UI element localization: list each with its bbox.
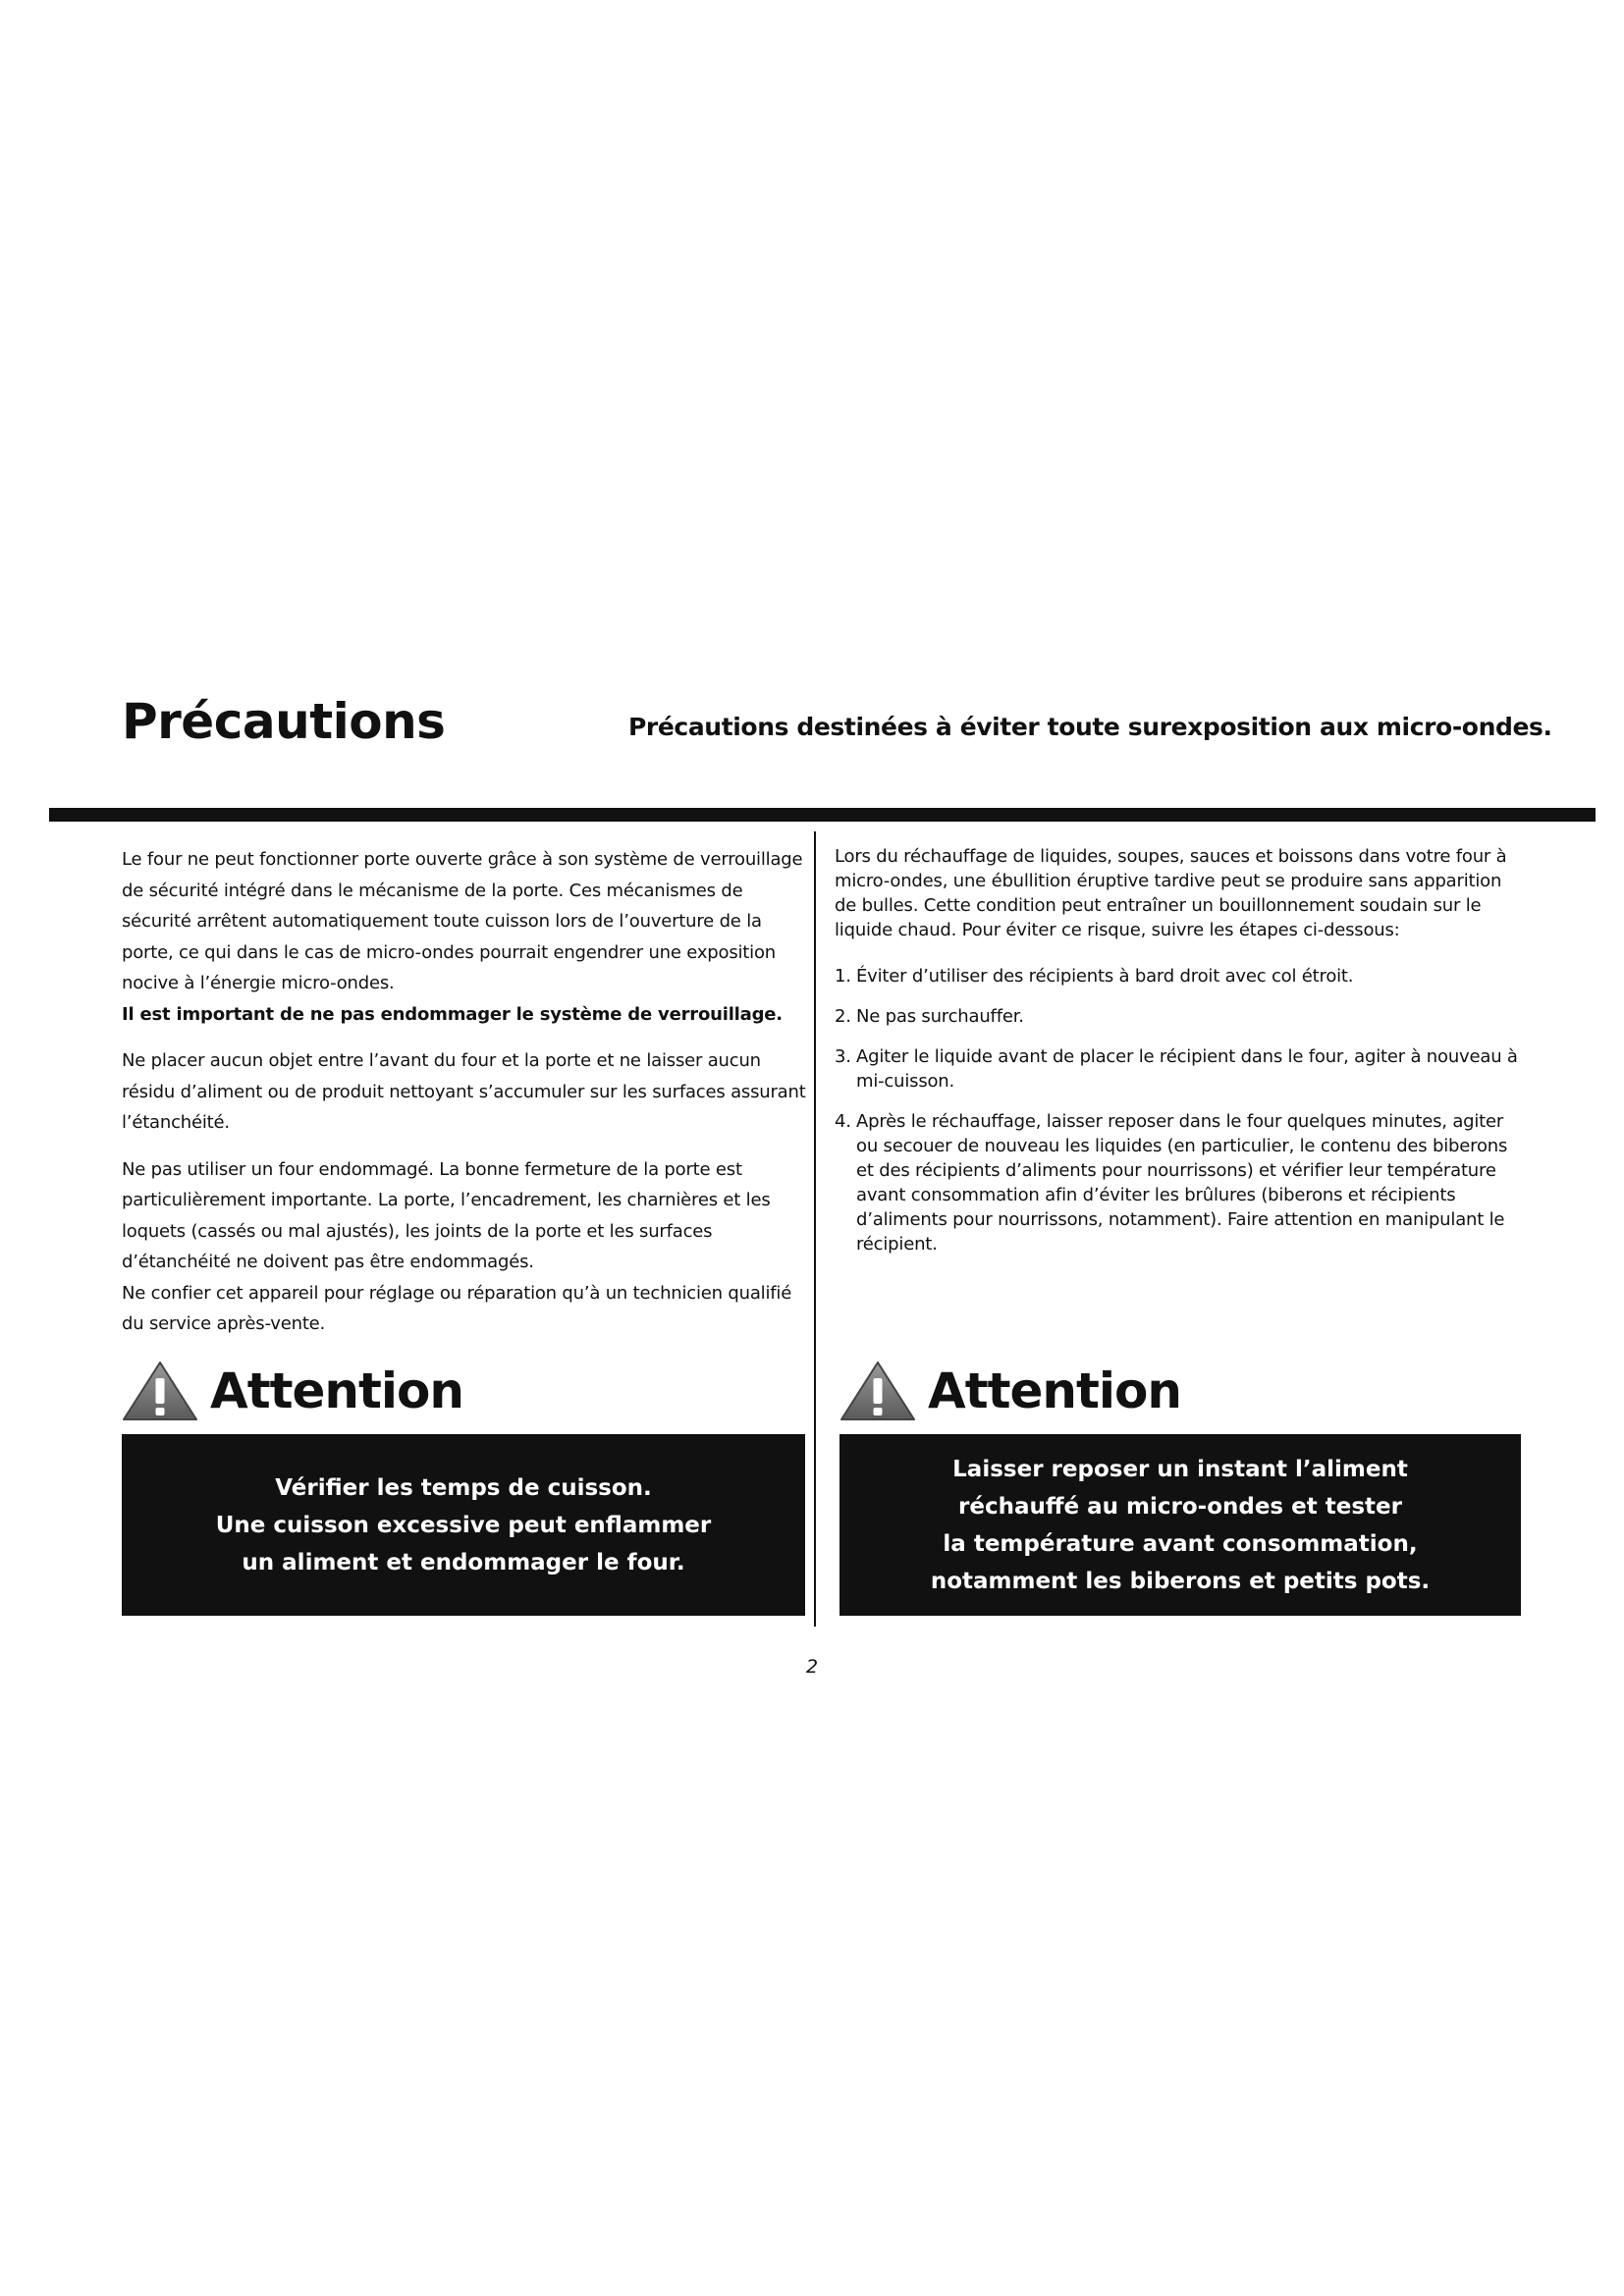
warning-line: Une cuisson excessive peut enflammer	[215, 1512, 712, 1538]
warning-triangle-icon	[839, 1361, 916, 1421]
warning-line: la température avant consommation,	[943, 1530, 1418, 1557]
warning-line: Laisser reposer un instant l’aliment	[952, 1456, 1408, 1482]
step-text: Après le réchauffage, laisser reposer dans le four quelques minutes, agiter ou secouer de nouveau les liquides (en particulier, le contenu des biberons et des récipients d’aliments pour nourrissons) et vérifier leur température avant consommation afin d’éviter les brûlures (biberons et récipients d’aliments pour nourrissons, notamment). Faire attention en manipulant le récipient.	[856, 1111, 1508, 1255]
header-rule	[49, 808, 1596, 822]
step-number: 1.	[835, 966, 851, 987]
service-paragraph: Ne confier cet appareil pour réglage ou réparation qu’à un technicien qualifié du service après-vente.	[122, 1282, 792, 1334]
left-column	[122, 844, 809, 1340]
warning-line: notamment les biberons et petits pots.	[930, 1568, 1431, 1594]
step-text: Agiter le liquide avant de placer le récipient dans le four, agiter à nouveau à mi-cuisson.	[856, 1046, 1518, 1092]
step-text: Éviter d’utiliser des récipients à bard droit avec col étroit.	[856, 966, 1354, 987]
warning-line: un aliment et endommager le four.	[242, 1549, 685, 1575]
attention-heading-left	[122, 1361, 463, 1421]
list-item	[835, 1044, 1522, 1094]
attention-label: Attention	[210, 1362, 463, 1419]
cooking-time-warning-box	[122, 1434, 805, 1616]
step-number: 4.	[835, 1111, 851, 1132]
warning-line: Vérifier les temps de cuisson.	[275, 1474, 652, 1501]
step-number: 2.	[835, 1006, 851, 1027]
column-divider	[814, 831, 816, 1627]
page-title: Précautions	[122, 693, 446, 750]
lock-warning-note: Il est important de ne pas endommager le système de verrouillage.	[122, 1003, 783, 1025]
warning-line: réchauffé au micro-ondes et tester	[958, 1493, 1402, 1520]
damaged-oven-paragraph: Ne pas utiliser un four endommagé. La bonne fermeture de la porte est particulièrement importante. La porte, l’encadrement, les charnières et les loquets (cassés ou mal ajustés), les joints de la porte et les surfaces d’étanchéité ne doivent pas être endommagés.	[122, 1158, 771, 1272]
steps-list	[835, 964, 1522, 1256]
list-item	[835, 1109, 1522, 1256]
page-subtitle: Précautions destinées à éviter toute surexposition aux micro-ondes.	[628, 713, 1552, 741]
step-text: Ne pas surchauffer.	[856, 1006, 1024, 1027]
right-column	[835, 844, 1522, 1256]
attention-heading-right	[839, 1361, 1181, 1421]
standing-time-warning-box	[839, 1434, 1521, 1616]
door-lock-paragraph: Le four ne peut fonctionner porte ouverte grâce à son système de verrouillage de sécurité intégré dans le mécanisme de la porte. Ces mécanismes de sécurité arrêtent automatiquement toute cuisson lors de l’ouverture de la porte, ce qui dans le cas de micro-ondes pourrait engendrer une exposition nocive à l’énergie micro-ondes.	[122, 849, 803, 993]
step-number: 3.	[835, 1046, 851, 1067]
attention-label: Attention	[928, 1362, 1181, 1419]
warning-triangle-icon	[122, 1361, 198, 1421]
liquids-intro-paragraph: Lors du réchauffage de liquides, soupes, sauces et boissons dans votre four à micro-ondes, une ébullition éruptive tardive peut se produire sans apparition de bulles. Cette condition peut entraîner un bouillonnement soudain sur le liquide chaud. Pour éviter ce risque, suivre les étapes ci-dessous:	[835, 846, 1507, 940]
list-item	[835, 1004, 1522, 1029]
list-item	[835, 964, 1522, 988]
page-number: 2	[805, 1656, 819, 1678]
seal-paragraph: Ne placer aucun objet entre l’avant du four et la porte et ne laisser aucun résidu d’aliment ou de produit nettoyant s’accumuler sur les surfaces assurant l’étanchéité.	[122, 1050, 806, 1133]
